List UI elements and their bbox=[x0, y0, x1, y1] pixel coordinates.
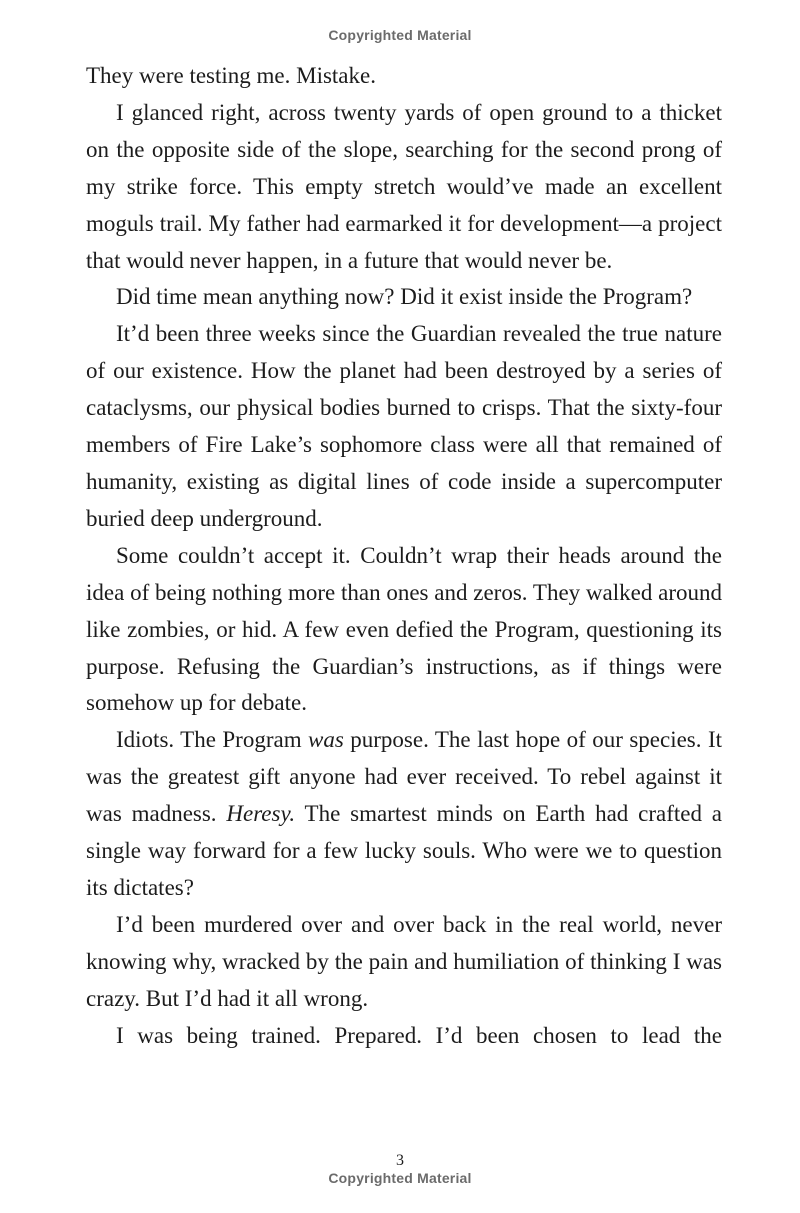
page-number: 3 bbox=[396, 1152, 404, 1169]
paragraph-6-emphasis-heresy: Heresy. bbox=[226, 801, 296, 827]
paragraph-6-emphasis-was: was bbox=[308, 727, 344, 753]
paragraph-8: I was being trained. Prepared. I’d been chosen to lead the bbox=[116, 1022, 722, 1048]
paragraph-2: I glanced right, across twenty yards of open ground to a thicket on the opposite side of the slope, searching for the second prong of my strike force. This empty stretch would’ve made an excellent moguls trail. My father had earmarked it for development—a project that would never happen, in a future that would never be. bbox=[86, 99, 722, 273]
paragraph-4: It’d been three weeks since the Guardian revealed the true nature of our existence. How the planet had been destroyed by a series of cataclysms, our physical bodies burned to crisps. That the sixty-four members of Fire Lake’s sophomore class were all that remained of humanity, existing as digital lines of code inside a supercomputer buried deep underground. bbox=[86, 321, 722, 531]
paragraph-6-end: The smartest minds on Earth had crafted a single way forward for a few lucky souls. Who were we to question its dictates? bbox=[86, 801, 722, 900]
paragraph-6-start: Idiots. The Program bbox=[116, 727, 309, 753]
paragraph-7: I’d been murdered over and over back in the real world, never knowing why, wracked by the pain and humiliation of thinking I was crazy. But I’d had it all wrong. bbox=[86, 911, 722, 1011]
paragraph-6-middle: purpose. The last hope of our species. It was the greatest gift anyone had ever received. To rebel against it was madness. bbox=[86, 727, 722, 827]
paragraph-6 bbox=[86, 722, 722, 907]
copyright-watermark-bottom: Copyrighted Material bbox=[328, 1170, 472, 1186]
copyright-watermark-top: Copyrighted Material bbox=[328, 27, 472, 43]
book-page-body bbox=[86, 58, 722, 1054]
paragraph-3: Did time mean anything now? Did it exist inside the Program? bbox=[116, 284, 693, 310]
paragraph-1: They were testing me. Mistake. bbox=[86, 63, 376, 88]
paragraph-5: Some couldn’t accept it. Couldn’t wrap their heads around the idea of being nothing more than ones and zeros. They walked around like zombies, or hid. A few even defied the Program, questioning its purpose. Refusing the Guardian’s instructions, as if things were somehow up for debate. bbox=[86, 542, 722, 716]
